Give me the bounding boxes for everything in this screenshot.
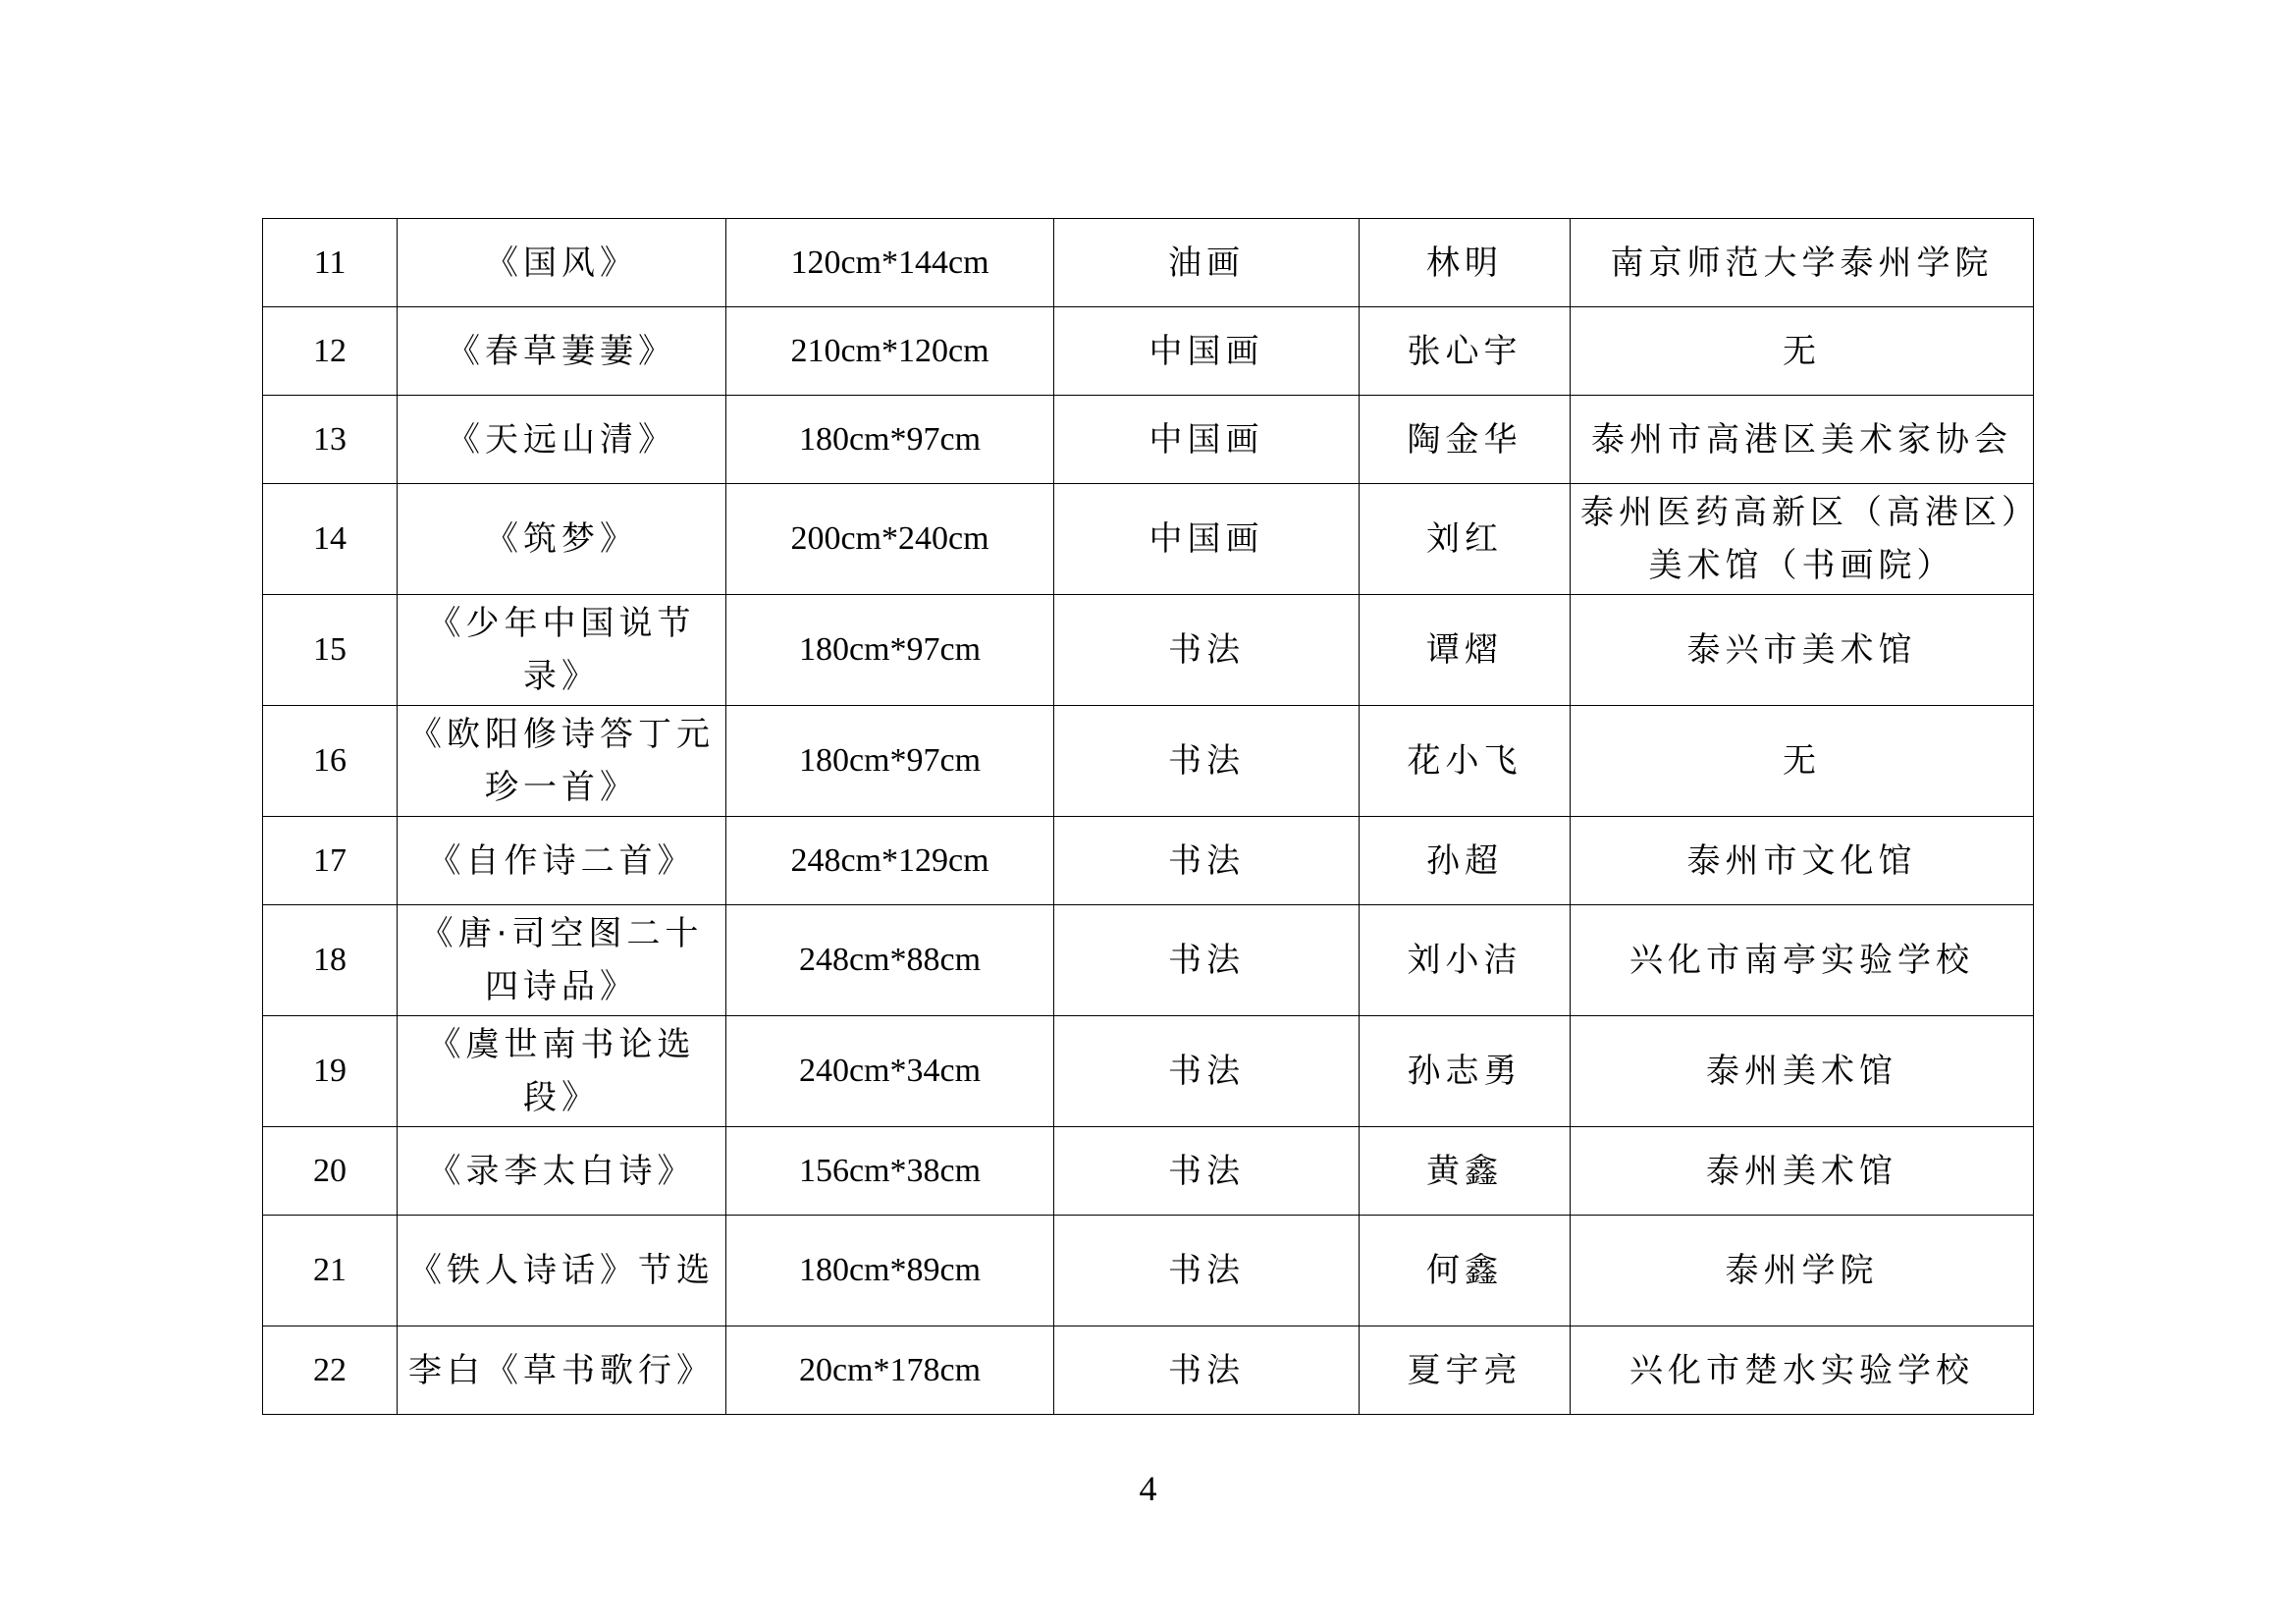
- cell-size: 240cm*34cm: [726, 1016, 1054, 1127]
- cell-organization: 泰州美术馆: [1571, 1016, 2034, 1127]
- cell-category: 中国画: [1054, 307, 1360, 396]
- cell-organization: 泰州医药高新区（高港区）美术馆（书画院）: [1571, 484, 2034, 595]
- cell-title: 李白《草书歌行》: [398, 1326, 726, 1415]
- cell-organization: 泰州学院: [1571, 1216, 2034, 1326]
- cell-organization: 无: [1571, 706, 2034, 817]
- cell-organization: 泰州市高港区美术家协会: [1571, 396, 2034, 484]
- cell-category: 书法: [1054, 1326, 1360, 1415]
- cell-author: 刘小洁: [1360, 905, 1571, 1016]
- cell-title: 《唐·司空图二十四诗品》: [398, 905, 726, 1016]
- cell-number: 13: [263, 396, 398, 484]
- cell-size: 180cm*89cm: [726, 1216, 1054, 1326]
- cell-category: 书法: [1054, 595, 1360, 706]
- cell-title: 《虞世南书论选段》: [398, 1016, 726, 1127]
- table-row: [263, 706, 2034, 817]
- cell-number: 19: [263, 1016, 398, 1127]
- cell-author: 张心宇: [1360, 307, 1571, 396]
- artwork-table: [262, 218, 2034, 1415]
- cell-category: 书法: [1054, 817, 1360, 905]
- cell-title: 《春草萋萋》: [398, 307, 726, 396]
- cell-number: 18: [263, 905, 398, 1016]
- cell-author: 夏宇亮: [1360, 1326, 1571, 1415]
- cell-organization: 泰兴市美术馆: [1571, 595, 2034, 706]
- artwork-table-body: [263, 219, 2034, 1415]
- cell-size: 248cm*129cm: [726, 817, 1054, 905]
- cell-organization: 南京师范大学泰州学院: [1571, 219, 2034, 307]
- cell-category: 油画: [1054, 219, 1360, 307]
- cell-author: 陶金华: [1360, 396, 1571, 484]
- cell-title: 《录李太白诗》: [398, 1127, 726, 1216]
- cell-number: 20: [263, 1127, 398, 1216]
- table-row: [263, 219, 2034, 307]
- cell-number: 15: [263, 595, 398, 706]
- cell-organization: 泰州美术馆: [1571, 1127, 2034, 1216]
- cell-title: 《少年中国说节录》: [398, 595, 726, 706]
- cell-author: 刘红: [1360, 484, 1571, 595]
- cell-size: 180cm*97cm: [726, 706, 1054, 817]
- cell-title: 《欧阳修诗答丁元珍一首》: [398, 706, 726, 817]
- cell-size: 210cm*120cm: [726, 307, 1054, 396]
- cell-title: 《国风》: [398, 219, 726, 307]
- cell-category: 中国画: [1054, 396, 1360, 484]
- cell-category: 书法: [1054, 905, 1360, 1016]
- cell-author: 孙超: [1360, 817, 1571, 905]
- cell-title: 《铁人诗话》节选: [398, 1216, 726, 1326]
- cell-category: 书法: [1054, 1127, 1360, 1216]
- cell-number: 17: [263, 817, 398, 905]
- cell-title: 《筑梦》: [398, 484, 726, 595]
- cell-category: 书法: [1054, 1216, 1360, 1326]
- cell-title: 《自作诗二首》: [398, 817, 726, 905]
- cell-size: 200cm*240cm: [726, 484, 1054, 595]
- page-number: 4: [1139, 1469, 1157, 1508]
- table-row: [263, 1216, 2034, 1326]
- cell-size: 156cm*38cm: [726, 1127, 1054, 1216]
- cell-author: 花小飞: [1360, 706, 1571, 817]
- cell-organization: 兴化市楚水实验学校: [1571, 1326, 2034, 1415]
- cell-size: 180cm*97cm: [726, 595, 1054, 706]
- cell-author: 谭熠: [1360, 595, 1571, 706]
- table-row: [263, 1016, 2034, 1127]
- cell-author: 黄鑫: [1360, 1127, 1571, 1216]
- table-row: [263, 1127, 2034, 1216]
- table-row: [263, 396, 2034, 484]
- cell-number: 14: [263, 484, 398, 595]
- cell-author: 何鑫: [1360, 1216, 1571, 1326]
- cell-size: 180cm*97cm: [726, 396, 1054, 484]
- table-row: [263, 484, 2034, 595]
- cell-number: 16: [263, 706, 398, 817]
- cell-size: 248cm*88cm: [726, 905, 1054, 1016]
- cell-size: 120cm*144cm: [726, 219, 1054, 307]
- table-row: [263, 905, 2034, 1016]
- table-row: [263, 595, 2034, 706]
- cell-organization: 兴化市南亭实验学校: [1571, 905, 2034, 1016]
- cell-author: 林明: [1360, 219, 1571, 307]
- cell-number: 22: [263, 1326, 398, 1415]
- table-row: [263, 307, 2034, 396]
- cell-title: 《天远山清》: [398, 396, 726, 484]
- cell-number: 11: [263, 219, 398, 307]
- cell-size: 20cm*178cm: [726, 1326, 1054, 1415]
- cell-category: 中国画: [1054, 484, 1360, 595]
- cell-author: 孙志勇: [1360, 1016, 1571, 1127]
- cell-category: 书法: [1054, 1016, 1360, 1127]
- table-row: [263, 817, 2034, 905]
- cell-organization: 无: [1571, 307, 2034, 396]
- cell-category: 书法: [1054, 706, 1360, 817]
- cell-number: 12: [263, 307, 398, 396]
- cell-organization: 泰州市文化馆: [1571, 817, 2034, 905]
- table-row: [263, 1326, 2034, 1415]
- cell-number: 21: [263, 1216, 398, 1326]
